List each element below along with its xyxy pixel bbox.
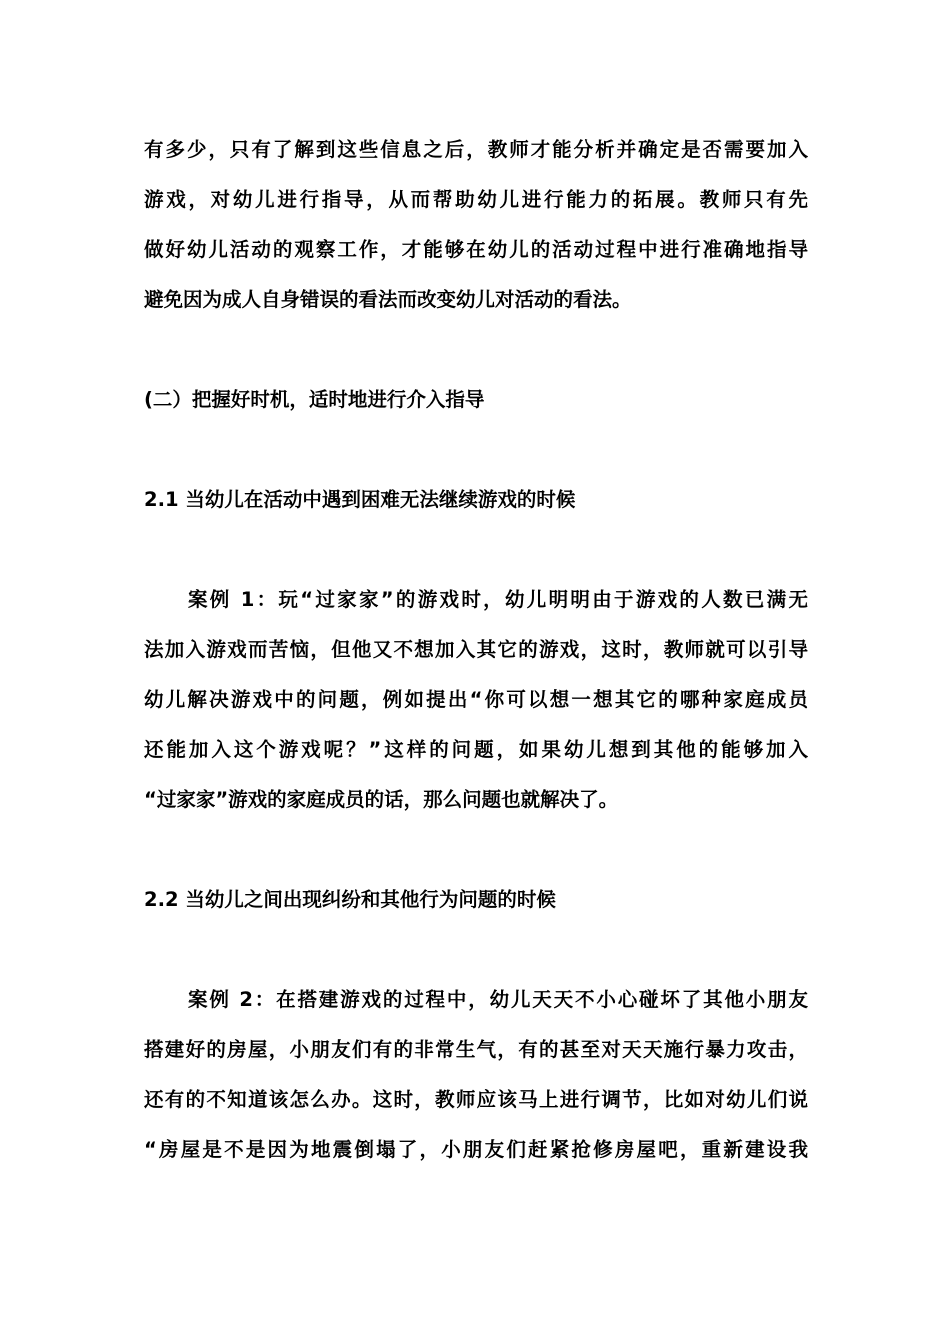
case-line: 还有的不知道该怎么办。这时，教师应该马上进行调节，比如对幼儿们说	[144, 1088, 808, 1111]
case-line: 案例 2：在搭建游戏的过程中，幼儿天天不小心碰坏了其他小朋友	[188, 988, 808, 1011]
paragraph-line: 避免因为成人自身错误的看法而改变幼儿对活动的看法。	[144, 288, 632, 311]
case-line: 案例 1：玩“过家家”的游戏时，幼儿明明由于游戏的人数已满无	[188, 588, 808, 611]
paragraph-line: 游戏，对幼儿进行指导，从而帮助幼儿进行能力的拓展。教师只有先	[144, 188, 808, 211]
paragraph-line: 做好幼儿活动的观察工作，才能够在幼儿的活动过程中进行准确地指导	[144, 238, 808, 261]
case-line: 搭建好的房屋，小朋友们有的非常生气，有的甚至对天天施行暴力攻击，	[144, 1038, 808, 1061]
case-line: “房屋是不是因为地震倒塌了，小朋友们赶紧抢修房屋吧，重新建设我	[144, 1138, 808, 1161]
case-line: 法加入游戏而苦恼，但他又不想加入其它的游戏，这时，教师就可以引导	[144, 638, 808, 661]
case-line: 幼儿解决游戏中的问题，例如提出“你可以想一想其它的哪种家庭成员	[144, 688, 808, 711]
case-line: 还能加入这个游戏呢？”这样的问题，如果幼儿想到其他的能够加入	[144, 738, 808, 761]
case-line: “过家家”游戏的家庭成员的话，那么问题也就解决了。	[144, 788, 619, 811]
section-heading: (二）把握好时机，适时地进行介入指导	[144, 388, 485, 411]
subsection-heading: 2.2 当幼儿之间出现纠纷和其他行为问题的时候	[144, 888, 556, 911]
paragraph-line: 有多少，只有了解到这些信息之后，教师才能分析并确定是否需要加入	[144, 138, 808, 161]
subsection-heading: 2.1 当幼儿在活动中遇到困难无法继续游戏的时候	[144, 488, 576, 511]
